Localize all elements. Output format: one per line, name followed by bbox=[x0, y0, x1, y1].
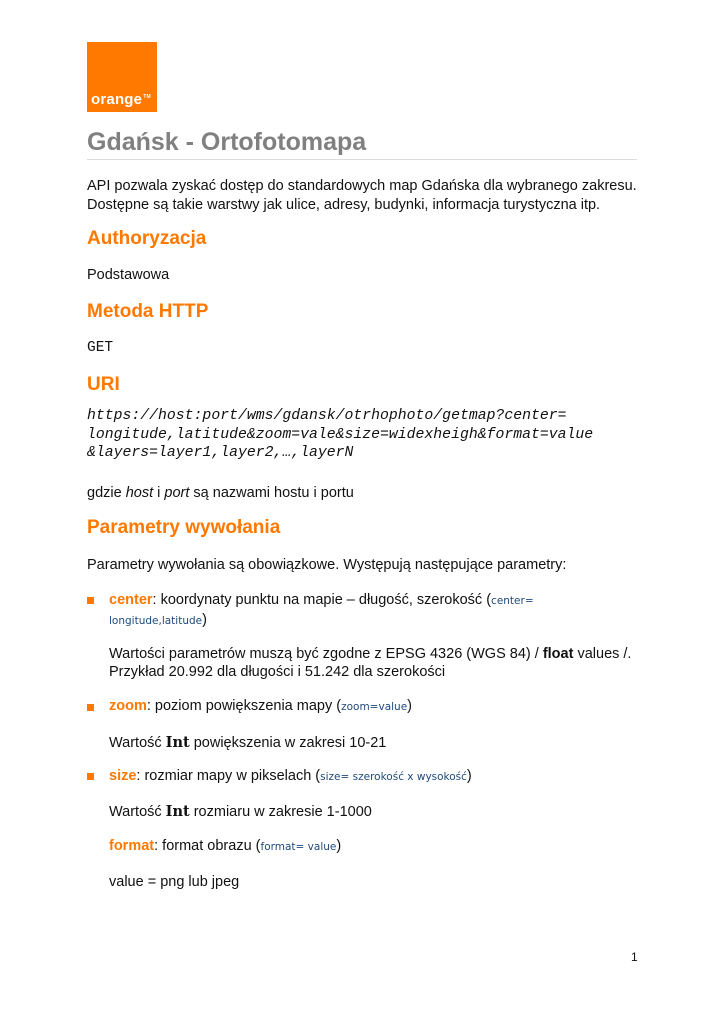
param-size: size: rozmiar mapy w pikselach (size= szerokość x wysokość) bbox=[109, 768, 472, 784]
auth-value: Podstawowa bbox=[87, 267, 170, 283]
param-format: format: format obrazu (format= value) bbox=[109, 838, 342, 854]
uri-line-1: https://host:port/wms/gdansk/otrhophoto/getmap?center= bbox=[87, 408, 567, 424]
uri-template bbox=[87, 407, 593, 463]
page-title: Gdańsk - Ortofotomapa bbox=[87, 127, 637, 160]
param-format-detail: value = png lub jpeg bbox=[109, 874, 240, 890]
param-center-cont: longitude,latitude) bbox=[109, 612, 207, 628]
uri-heading: URI bbox=[87, 374, 120, 395]
intro-line-1: API pozwala zyskać dostęp do standardowych map Gdańska dla wybranego zakresu. bbox=[87, 178, 637, 194]
param-format-name: format bbox=[109, 838, 155, 854]
uri-note: gdzie host i port są nazwami hostu i portu bbox=[87, 485, 354, 501]
param-center: center: koordynaty punktu na mapie – długość, szerokość (center= bbox=[109, 592, 534, 608]
param-size-name: size bbox=[109, 768, 137, 784]
bullet-size bbox=[87, 773, 94, 780]
intro-line-2: Dostępne są takie warstwy jak ulice, adresy, budynki, informacja turystyczna itp. bbox=[87, 197, 601, 213]
param-zoom: zoom: poziom powiększenia mapy (zoom=value) bbox=[109, 698, 413, 714]
uri-line-3: &layers=layer1,layer2,…,layerN bbox=[87, 445, 354, 461]
bullet-zoom bbox=[87, 704, 94, 711]
bullet-center bbox=[87, 597, 94, 604]
param-center-detail: Wartości parametrów muszą być zgodne z EPSG 4326 (WGS 84) / float values /. bbox=[109, 646, 632, 662]
auth-heading: Authoryzacja bbox=[87, 228, 207, 249]
param-zoom-detail: Wartość Int powiększenia w zakresi 10-21 bbox=[109, 734, 387, 751]
method-heading: Metoda HTTP bbox=[87, 301, 209, 322]
params-intro: Parametry wywołania są obowiązkowe. Występują następujące parametry: bbox=[87, 557, 567, 573]
page-number: 1 bbox=[631, 950, 638, 964]
param-zoom-name: zoom bbox=[109, 698, 147, 714]
uri-line-2: longitude,latitude&zoom=vale&size=widexheigh&format=value bbox=[87, 426, 594, 443]
orange-logo bbox=[87, 42, 157, 112]
param-center-name: center bbox=[109, 592, 153, 608]
param-center-detail-2: Przykład 20.992 dla długości i 51.242 dla szerokości bbox=[109, 664, 446, 680]
params-heading: Parametry wywołania bbox=[87, 517, 281, 538]
logo-text: orange™ bbox=[91, 91, 151, 108]
param-size-detail: Wartość Int rozmiaru w zakresie 1-1000 bbox=[109, 803, 372, 820]
method-value: GET bbox=[87, 340, 114, 356]
